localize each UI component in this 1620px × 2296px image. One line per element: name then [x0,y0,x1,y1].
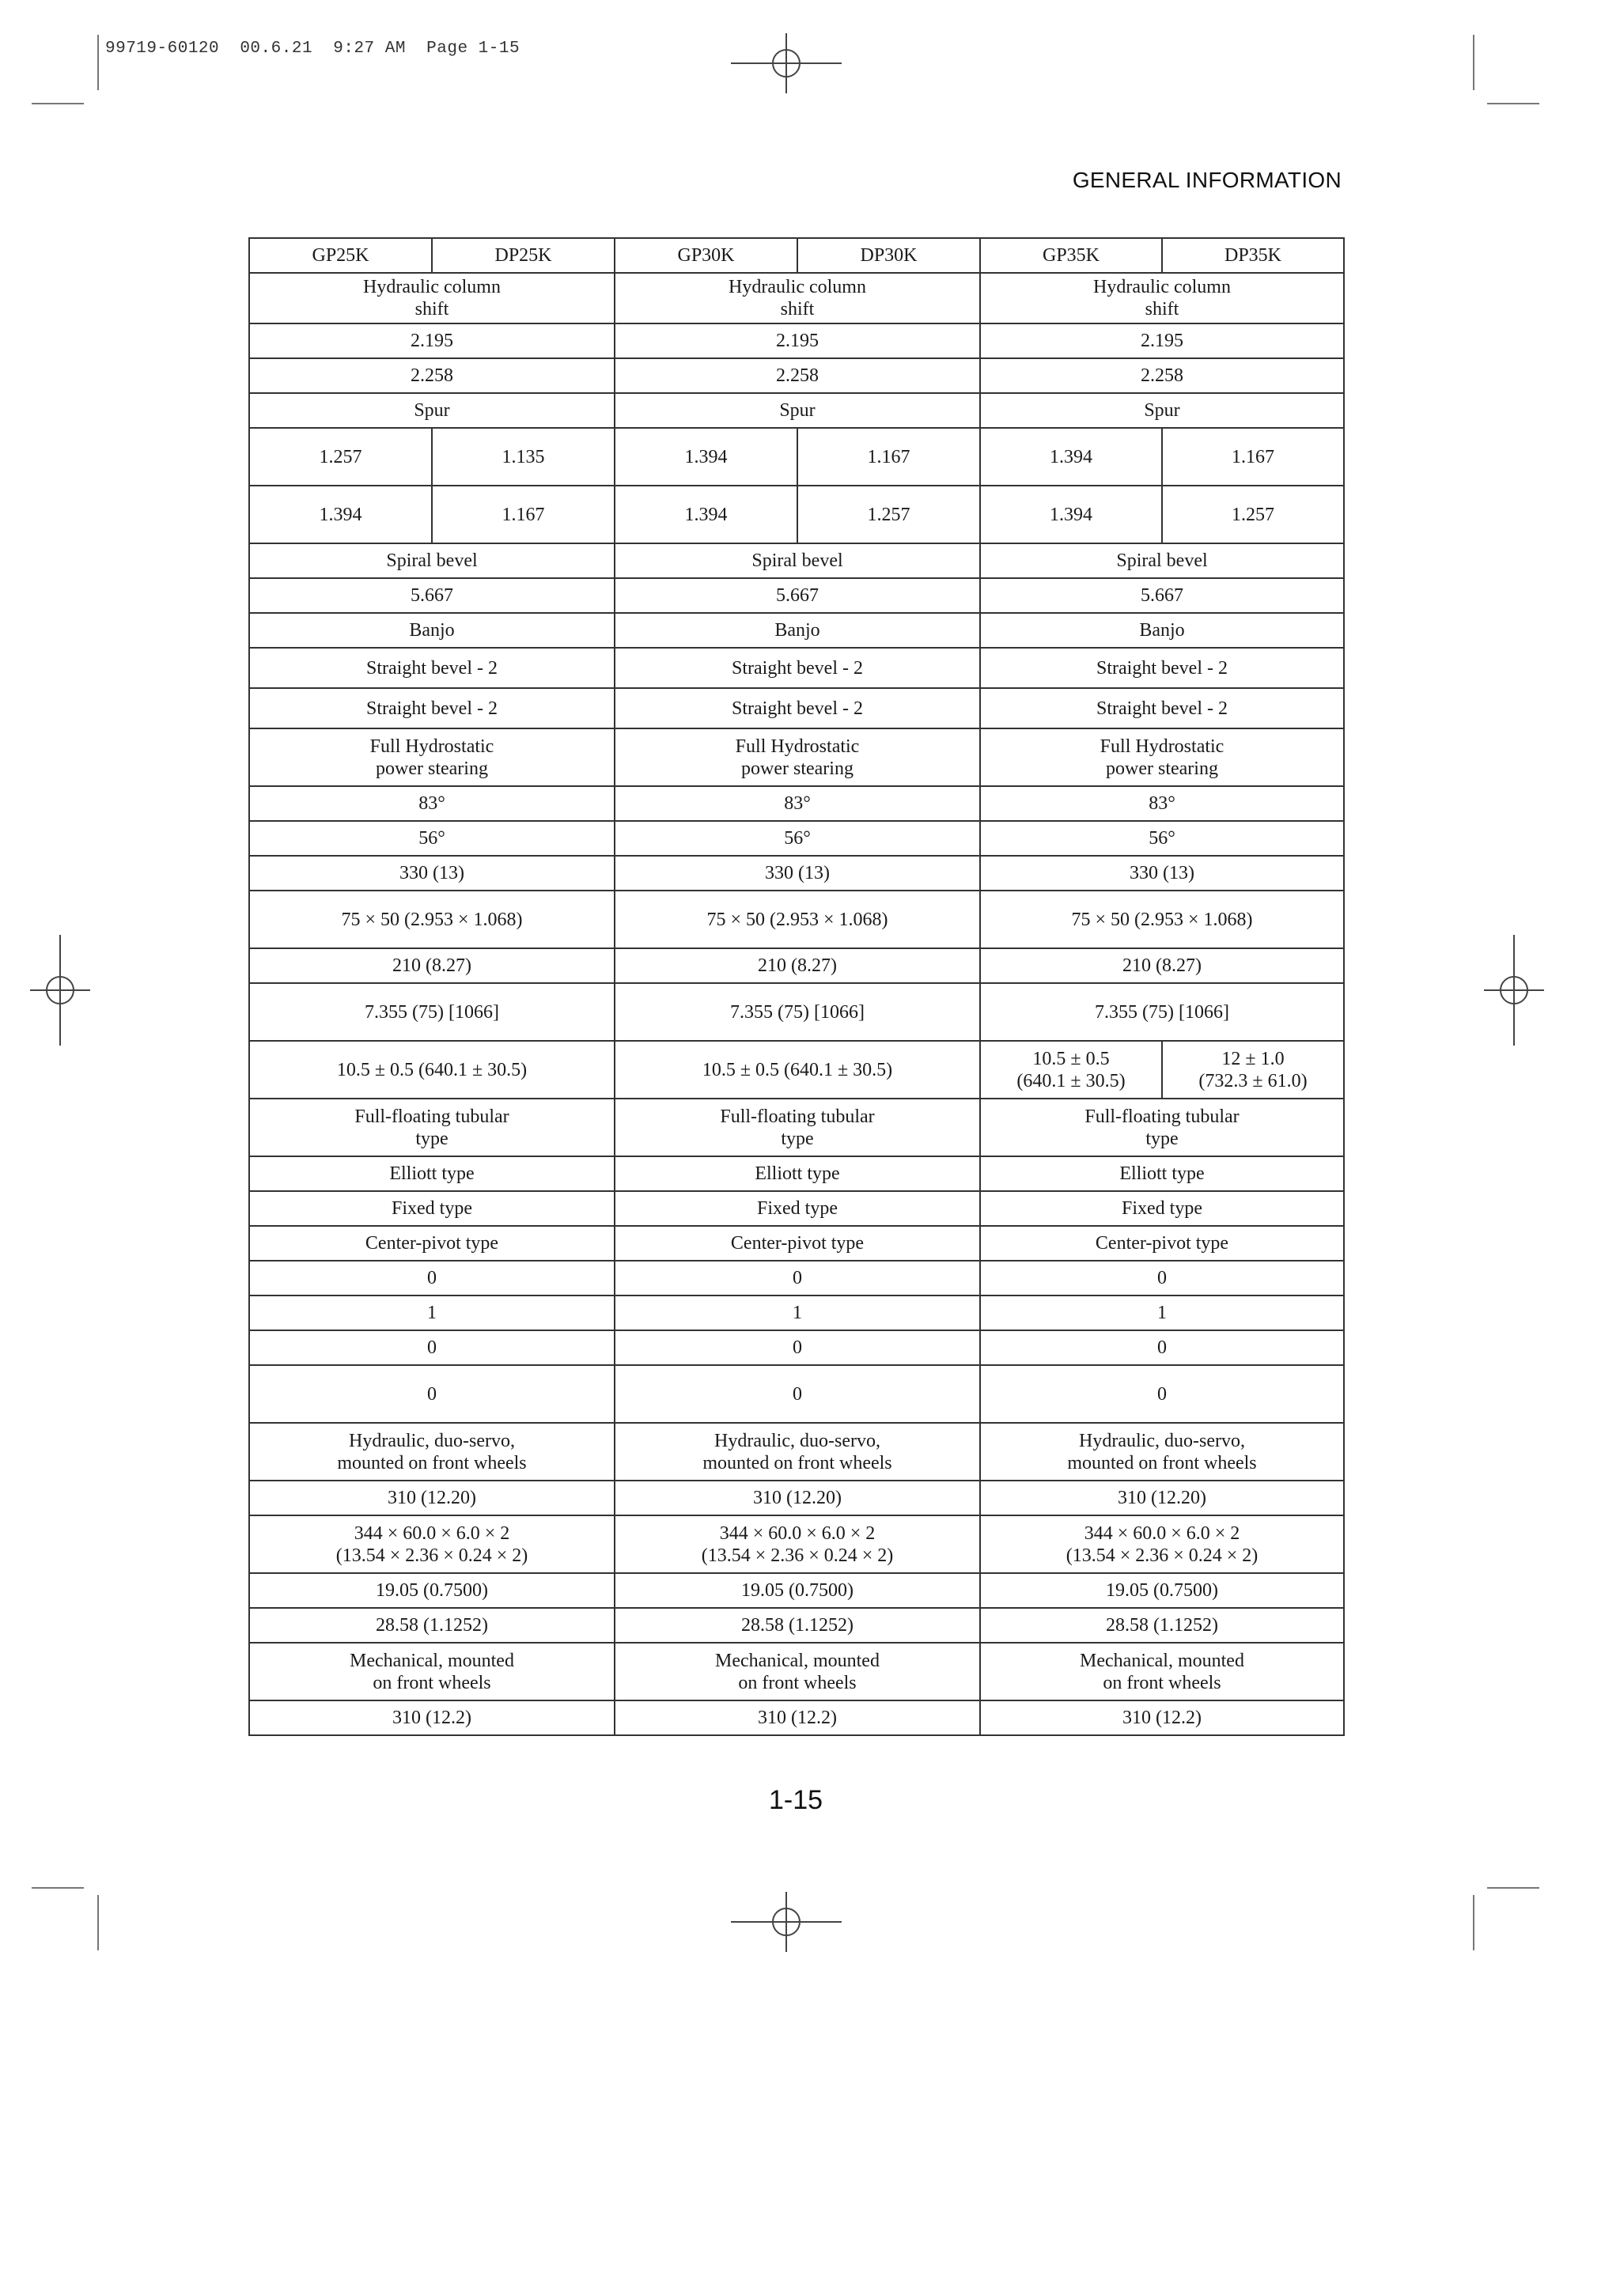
spec-table [248,237,1345,1736]
registration-mark-left [30,935,90,1046]
table-row [249,1099,1344,1156]
table-row [249,393,1344,428]
table-cell: 75 × 50 (2.953 × 1.068) [980,891,1344,948]
table-cell: Mechanical, mounted on front wheels [249,1643,615,1700]
table-row [249,856,1344,891]
table-cell: Full-floating tubular type [615,1099,980,1156]
table-cell: 28.58 (1.1252) [615,1608,980,1643]
table-cell: 19.05 (0.7500) [980,1573,1344,1608]
table-row [249,578,1344,613]
table-cell: Elliott type [980,1156,1344,1191]
table-cell: 1.257 [249,428,432,486]
table-cell: 210 (8.27) [980,948,1344,983]
table-cell: 0 [980,1365,1344,1423]
table-cell: 344 × 60.0 × 6.0 × 2 (13.54 × 2.36 × 0.24 × 2) [249,1515,615,1573]
table-row [249,1226,1344,1261]
table-cell: Mechanical, mounted on front wheels [615,1643,980,1700]
registration-mark-bottom [731,1892,842,1952]
table-cell: 1.394 [980,428,1162,486]
table-cell: 1.257 [797,486,980,543]
table-cell: 310 (12.20) [615,1481,980,1515]
table-row [249,648,1344,688]
table-cell: Straight bevel - 2 [249,648,615,688]
table-row [249,1156,1344,1191]
table-row [249,1481,1344,1515]
crop-mark-tr-h [1487,103,1539,104]
table-row [249,323,1344,358]
table-cell: Banjo [980,613,1344,648]
table-row [249,613,1344,648]
table-cell: 10.5 ± 0.5 (640.1 ± 30.5) [980,1041,1162,1099]
table-cell: 0 [615,1330,980,1365]
table-cell: 2.195 [615,323,980,358]
table-row [249,1573,1344,1608]
table-cell: Full-floating tubular type [249,1099,615,1156]
table-row [249,1515,1344,1573]
table-cell: 1.167 [1162,428,1344,486]
table-cell: 7.355 (75) [1066] [249,983,615,1041]
model-header-dp35k: DP35K [1162,238,1344,273]
table-cell: 1 [615,1296,980,1330]
table-cell: Full Hydrostatic power stearing [249,728,615,786]
registration-mark-right [1484,935,1544,1046]
table-cell: 2.258 [615,358,980,393]
table-cell: 310 (12.20) [980,1481,1344,1515]
table-row [249,821,1344,856]
crop-mark-tl-v [97,35,99,90]
table-cell: 5.667 [615,578,980,613]
table-cell: Elliott type [615,1156,980,1191]
table-cell: 0 [615,1261,980,1296]
table-cell: 2.258 [980,358,1344,393]
table-cell: 2.258 [249,358,615,393]
table-cell: Spur [980,393,1344,428]
table-row [249,1365,1344,1423]
table-cell: 83° [980,786,1344,821]
table-row [249,1191,1344,1226]
table-cell: 28.58 (1.1252) [249,1608,615,1643]
crop-mark-bl-v [97,1895,99,1950]
crop-mark-br-v [1473,1895,1474,1950]
table-cell: Straight bevel - 2 [980,648,1344,688]
table-cell: Straight bevel - 2 [980,688,1344,728]
table-cell: 1.167 [797,428,980,486]
model-header-gp35k: GP35K [980,238,1162,273]
table-cell: Banjo [249,613,615,648]
table-cell: Center-pivot type [615,1226,980,1261]
table-cell: 56° [615,821,980,856]
table-cell: 1.135 [432,428,615,486]
table-cell: 0 [980,1261,1344,1296]
table-cell: Fixed type [615,1191,980,1226]
table-row [249,1041,1344,1099]
table-cell: Center-pivot type [249,1226,615,1261]
table-cell: 330 (13) [980,856,1344,891]
table-row [249,486,1344,543]
model-header-row [249,238,1344,273]
table-cell: Hydraulic, duo-servo, mounted on front wheels [615,1423,980,1481]
table-cell: Spiral bevel [980,543,1344,578]
table-cell: Straight bevel - 2 [249,688,615,728]
table-cell: 330 (13) [249,856,615,891]
table-cell: 2.195 [980,323,1344,358]
table-cell: 75 × 50 (2.953 × 1.068) [615,891,980,948]
table-cell: 1.394 [249,486,432,543]
table-row [249,1296,1344,1330]
crop-mark-bl-h [32,1887,84,1889]
table-cell: 19.05 (0.7500) [615,1573,980,1608]
table-cell: 83° [249,786,615,821]
table-cell: Fixed type [980,1191,1344,1226]
table-cell: 1.394 [615,486,797,543]
table-cell: 83° [615,786,980,821]
table-cell: Center-pivot type [980,1226,1344,1261]
registration-mark-top [731,33,842,93]
table-cell: Straight bevel - 2 [615,648,980,688]
table-cell: 1 [980,1296,1344,1330]
table-cell: Full Hydrostatic power stearing [615,728,980,786]
table-cell: Banjo [615,613,980,648]
table-cell: 0 [249,1330,615,1365]
table-cell: Spiral bevel [615,543,980,578]
table-cell: 1.257 [1162,486,1344,543]
table-row [249,1608,1344,1643]
table-cell: 0 [249,1365,615,1423]
table-cell: 5.667 [249,578,615,613]
table-cell: 0 [615,1365,980,1423]
table-cell: 1.167 [432,486,615,543]
table-cell: 7.355 (75) [1066] [980,983,1344,1041]
table-cell: 5.667 [980,578,1344,613]
table-row [249,983,1344,1041]
table-row [249,948,1344,983]
table-cell: 1 [249,1296,615,1330]
table-cell: 310 (12.2) [249,1700,615,1735]
model-header-dp25k: DP25K [432,238,615,273]
table-cell: Hydraulic, duo-servo, mounted on front wheels [980,1423,1344,1481]
table-cell: 344 × 60.0 × 6.0 × 2 (13.54 × 2.36 × 0.24 × 2) [615,1515,980,1573]
table-cell: Mechanical, mounted on front wheels [980,1643,1344,1700]
table-cell: 210 (8.27) [615,948,980,983]
spec-table-body [249,238,1344,1735]
table-cell: 56° [980,821,1344,856]
table-cell: 344 × 60.0 × 6.0 × 2 (13.54 × 2.36 × 0.24 × 2) [980,1515,1344,1573]
table-row [249,786,1344,821]
table-cell: Hydraulic, duo-servo, mounted on front wheels [249,1423,615,1481]
table-cell: 310 (12.2) [980,1700,1344,1735]
table-cell: 210 (8.27) [249,948,615,983]
page-number: 1-15 [768,1785,823,1815]
table-cell: 330 (13) [615,856,980,891]
table-cell: 10.5 ± 0.5 (640.1 ± 30.5) [615,1041,980,1099]
table-row [249,273,1344,323]
model-header-gp25k: GP25K [249,238,432,273]
table-cell: Full-floating tubular type [980,1099,1344,1156]
table-row [249,728,1344,786]
table-row [249,1643,1344,1700]
table-cell: 0 [980,1330,1344,1365]
table-cell: 56° [249,821,615,856]
table-cell: 0 [249,1261,615,1296]
crop-mark-tr-v [1473,35,1474,90]
crop-mark-tl-h [32,103,84,104]
table-cell: Straight bevel - 2 [615,688,980,728]
table-cell: Elliott type [249,1156,615,1191]
section-title: GENERAL INFORMATION [1072,168,1342,192]
table-row [249,688,1344,728]
crop-mark-br-h [1487,1887,1539,1889]
table-row [249,428,1344,486]
table-cell: Fixed type [249,1191,615,1226]
print-slug: 99719-60120 00.6.21 9:27 AM Page 1-15 [105,40,520,58]
table-cell: Spur [615,393,980,428]
table-cell: Full Hydrostatic power stearing [980,728,1344,786]
table-row [249,1700,1344,1735]
table-cell: 19.05 (0.7500) [249,1573,615,1608]
table-cell: 1.394 [980,486,1162,543]
table-cell: Hydraulic column shift [615,273,980,323]
table-cell: 310 (12.2) [615,1700,980,1735]
table-row [249,891,1344,948]
table-cell: 12 ± 1.0 (732.3 ± 61.0) [1162,1041,1344,1099]
table-cell: Hydraulic column shift [980,273,1344,323]
table-cell: 2.195 [249,323,615,358]
table-cell: Spiral bevel [249,543,615,578]
table-cell: 310 (12.20) [249,1481,615,1515]
table-cell: 1.394 [615,428,797,486]
table-cell: 10.5 ± 0.5 (640.1 ± 30.5) [249,1041,615,1099]
table-cell: Hydraulic column shift [249,273,615,323]
table-cell: Spur [249,393,615,428]
model-header-dp30k: DP30K [797,238,980,273]
table-cell: 7.355 (75) [1066] [615,983,980,1041]
table-row [249,543,1344,578]
table-row [249,358,1344,393]
table-row [249,1330,1344,1365]
model-header-gp30k: GP30K [615,238,797,273]
table-cell: 75 × 50 (2.953 × 1.068) [249,891,615,948]
table-cell: 28.58 (1.1252) [980,1608,1344,1643]
table-row [249,1261,1344,1296]
table-row [249,1423,1344,1481]
